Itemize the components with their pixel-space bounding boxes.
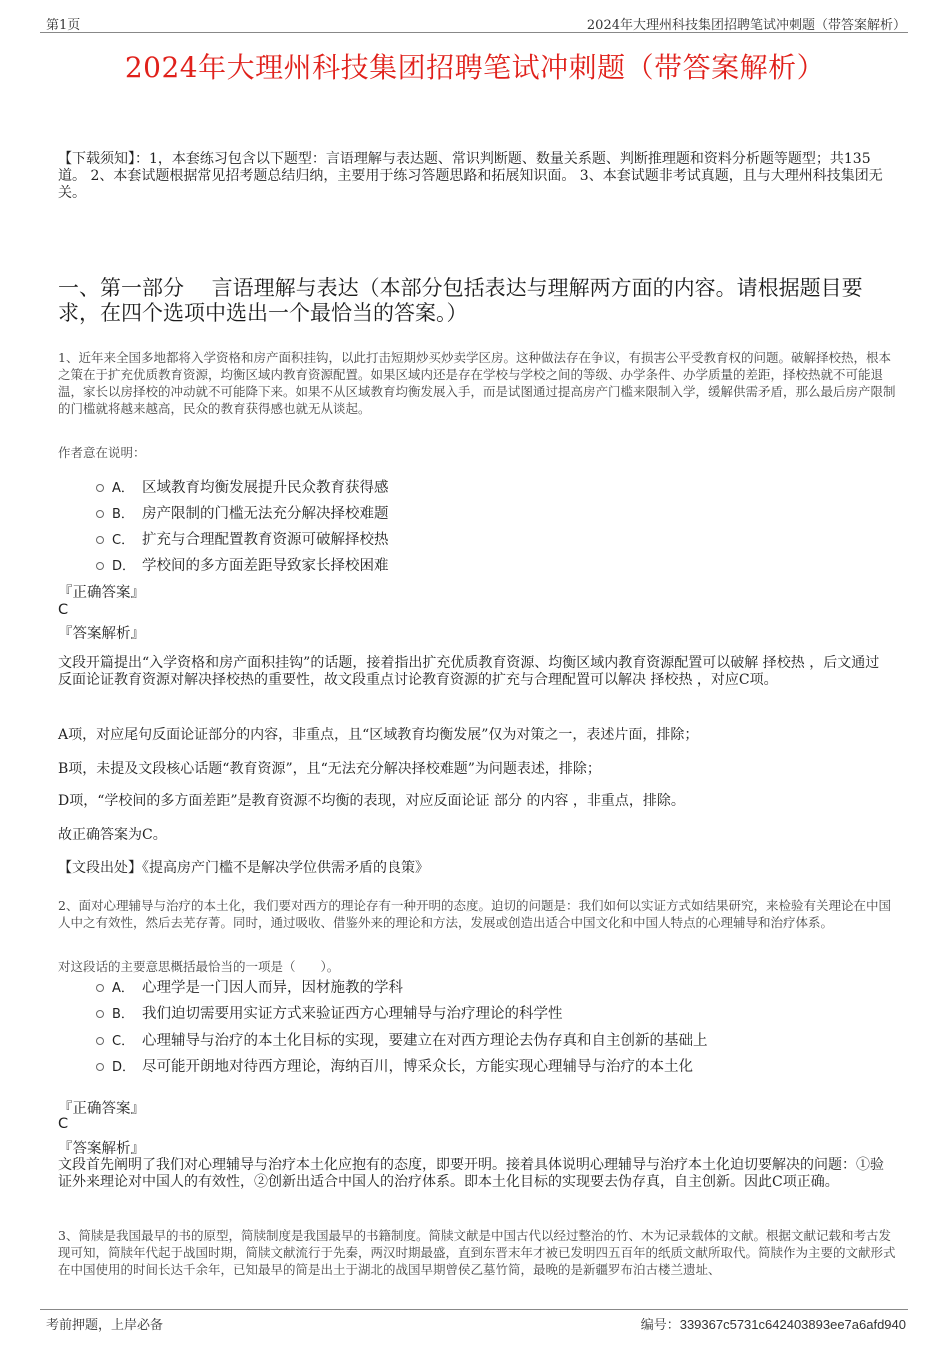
q1-option-a[interactable]: [96, 476, 389, 496]
q1-answer: C: [58, 602, 69, 618]
radio-icon[interactable]: [96, 510, 104, 518]
footer-code-label: 编号：: [640, 1318, 680, 1333]
page-number: 第1页: [46, 18, 81, 33]
radio-icon[interactable]: [96, 984, 104, 992]
radio-icon[interactable]: [96, 484, 104, 492]
q1-option-c[interactable]: [96, 528, 389, 548]
option-text: 尽可能开朗地对待西方理论，海纳百川，博采众长，方能实现心理辅导与治疗的本土化: [142, 1058, 693, 1075]
q2-answer: C: [58, 1116, 69, 1132]
option-letter: A．: [112, 980, 134, 996]
q1-option-d[interactable]: [96, 554, 389, 574]
option-text: 心理学是一门因人而异，因材施教的学科: [142, 979, 403, 996]
q2-analysis-label: 『答案解析』: [58, 1141, 145, 1157]
option-letter: B．: [112, 1006, 134, 1022]
q1-explanation-2: A项，对应尾句反面论证部分的内容，非重点，且“区域教育均衡发展”仅为对策之一，表述片面，排除；: [58, 727, 699, 743]
section-heading: 一、第一部分 言语理解与表达（本部分包括表达与理解两方面的内容。请根据题目要求，在四个选项中选出一个最恰当的答案。）: [58, 276, 863, 325]
q2-correct-label: 『正确答案』: [58, 1101, 145, 1117]
radio-icon[interactable]: [96, 536, 104, 544]
option-letter: B．: [112, 506, 134, 522]
q1-correct-label: 『正确答案』: [58, 585, 145, 601]
radio-icon[interactable]: [96, 1063, 104, 1071]
q1-explanation-4: D项，“学校间的多方面差距”是教育资源不均衡的表现，对应反面论证 部分 的内容 ，非重点，排除。: [58, 793, 685, 809]
q2-option-a[interactable]: [96, 976, 403, 996]
q1-explanation-5: 故正确答案为C。: [58, 827, 167, 843]
option-text: 房产限制的门槛无法充分解决择校难题: [142, 505, 389, 522]
footer-slogan: 考前押题，上岸必备: [46, 1318, 164, 1333]
q1-analysis-label: 『答案解析』: [58, 626, 145, 642]
radio-icon[interactable]: [96, 1037, 104, 1045]
q1-option-b[interactable]: [96, 502, 389, 522]
q1-explanation-3: B项，未提及文段核心话题“教育资源”，且“无法充分解决择校难题”为问题表述，排除；: [58, 761, 601, 777]
footer-divider: [40, 1309, 908, 1310]
option-letter: D．: [112, 1059, 136, 1075]
download-notice: 【下载须知】：1，本套练习包含以下题型：言语理解与表达题、常识判断题、数量关系题、判断推理题和资料分析题等题型；共135道。 2、本套试题根据常见招考题总结归纳，主要用于练习答题思路和拓展知识面。 3、本套试题非考试真题，且与大理州科技集团无关。: [58, 151, 883, 201]
footer-code-value: 339367c5731c642403893ee7a6afd940: [679, 1317, 906, 1332]
option-letter: A．: [112, 480, 134, 496]
q1-stem: 1、近年来全国多地都将入学资格和房产面积挂钩，以此打击短期炒买炒卖学区房。这种做法存在争议，有损害公平受教育权的问题。破解择校热，根本之策在于扩充优质教育资源，均衡区域内教育资源配置。如果区域内还是存在学校与学校之间的等级、办学条件、办学质量的差距，择校热就不可能退温，家长以房择校的冲动就不可能降下来。如果不从区域教育均衡发展入手，而是试图通过提高房产门槛来限制入学，缓解供需矛盾，那么最后房产限制的门槛就将越来越高，民众的教育获得感也就无从谈起。: [58, 350, 896, 416]
option-text: 学校间的多方面差距导致家长择校困难: [142, 557, 389, 574]
radio-icon[interactable]: [96, 1010, 104, 1018]
header-doc-title: 2024年大理州科技集团招聘笔试冲刺题（带答案解析）: [586, 18, 906, 33]
q2-explanation: 文段首先阐明了我们对心理辅导与治疗本土化应抱有的态度，即要开明。接着具体说明心理辅导与治疗本土化迫切要解决的问题：①验证外来理论对中国人的有效性，②创新出适合中国人的治疗体系。即本土化目标的实现要去伪存真，自主创新。因此C项正确。: [58, 1157, 884, 1190]
option-text: 扩充与合理配置教育资源可破解择校热: [142, 531, 389, 548]
q1-source: 【文段出处】《提高房产门槛不是解决学位供需矛盾的良策》: [58, 860, 429, 876]
option-letter: C．: [112, 532, 135, 548]
q1-prompt: 作者意在说明：: [58, 445, 146, 460]
option-text: 心理辅导与治疗的本土化目标的实现，要建立在对西方理论去伪存真和自主创新的基础上: [142, 1032, 708, 1049]
q2-option-b[interactable]: [96, 1002, 563, 1022]
option-letter: D．: [112, 558, 136, 574]
page-title: 2024年大理州科技集团招聘笔试冲刺题（带答案解析）: [124, 51, 826, 84]
q3-stem: 3、简牍是我国最早的书的原型，简牍制度是我国最早的书籍制度。简牍文献是中国古代以经过整治的竹、木为记录载体的文献。根据文献记载和考古发现可知，简牍年代起于战国时期，简牍文献流行于先秦，两汉时期最盛，直到东晋末年才被已发明四五百年的纸质文献所取代。简牍作为主要的文献形式在中国使用的时间长达千余年，已知最早的简是出土于湖北的战国早期曾侯乙墓竹简，最晚的是新疆罗布泊古楼兰遗址、: [58, 1228, 896, 1277]
radio-icon[interactable]: [96, 562, 104, 570]
q1-explanation-1: 文段开篇提出“入学资格和房产面积挂钩”的话题，接着指出扩充优质教育资源、均衡区域内教育资源配置可以破解 择校热 ，后文通过反面论证教育资源对解决择校热的重要性，故文段重点讨论教育资源的扩充与合理配置可以解决 择校热 ，对应C项。: [58, 655, 880, 688]
option-text: 区域教育均衡发展提升民众教育获得感: [142, 479, 389, 496]
q2-option-d[interactable]: [96, 1055, 693, 1075]
q2-option-c[interactable]: [96, 1029, 708, 1049]
header-divider: [40, 32, 908, 33]
option-text: 我们迫切需要用实证方式来验证西方心理辅导与治疗理论的科学性: [142, 1005, 563, 1022]
option-letter: C．: [112, 1033, 135, 1049]
q2-prompt: 对这段话的主要意思概括最恰当的一项是（ ）。: [58, 959, 340, 974]
q2-stem: 2、面对心理辅导与治疗的本土化，我们要对西方的理论存有一种开明的态度。迫切的问题是：我们如何以实证方式如结果研究，来检验有关理论在中国人中之有效性，然后去芜存菁。同时，通过吸收、借鉴外来的理论和方法，发展或创造出适合中国文化和中国人特点的心理辅导和治疗体系。: [58, 898, 891, 930]
footer-code: [641, 1314, 906, 1333]
